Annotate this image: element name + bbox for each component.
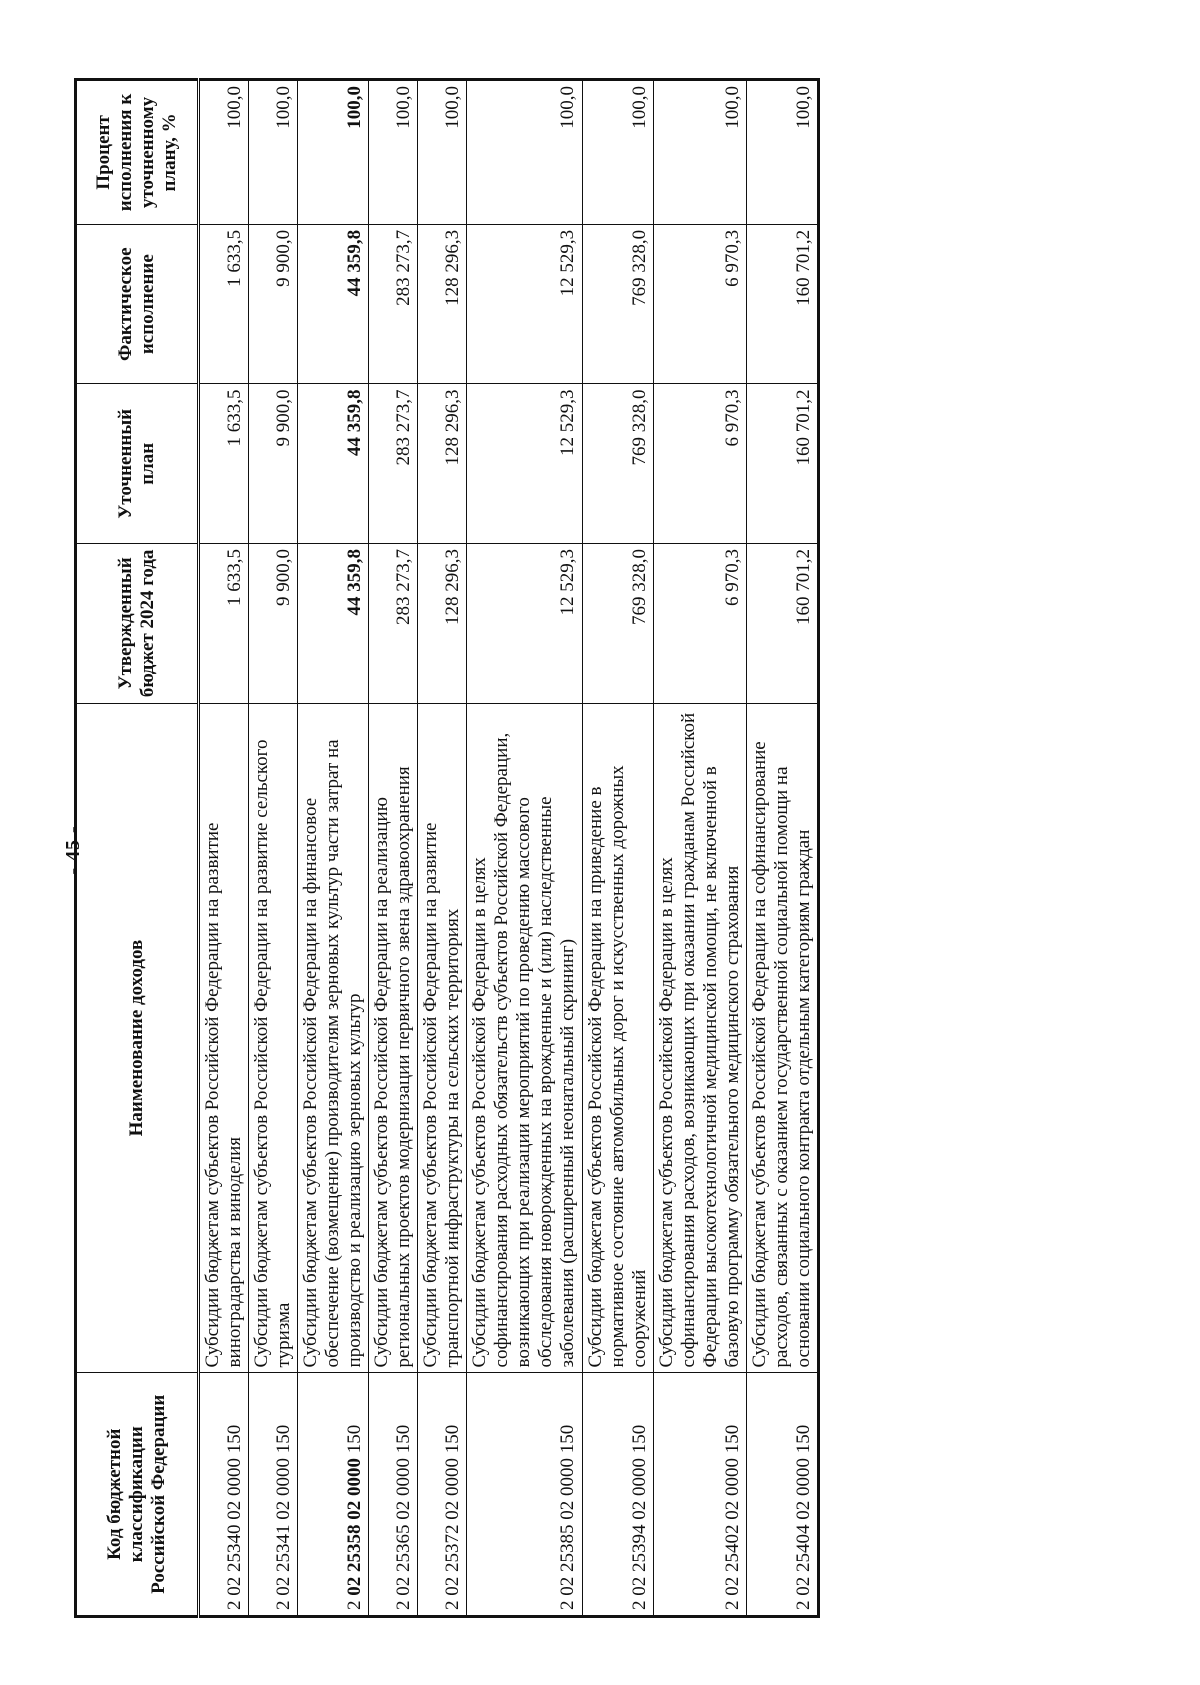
row-actual: 769 328,0 xyxy=(582,224,653,384)
header-name: Наименование доходов xyxy=(76,703,199,1373)
row-plan: 128 296,3 xyxy=(418,384,467,544)
table-header-row xyxy=(76,80,199,1617)
row-actual: 44 359,8 xyxy=(298,224,369,384)
row-plan: 6 970,3 xyxy=(653,384,746,544)
table-row xyxy=(369,80,418,1617)
table-row xyxy=(467,80,582,1617)
row-plan: 9 900,0 xyxy=(249,384,298,544)
row-actual: 9 900,0 xyxy=(249,224,298,384)
row-plan: 1 633,5 xyxy=(199,384,249,544)
row-plan: 12 529,3 xyxy=(467,384,582,544)
row-name: Субсидии бюджетам субъектов Российской Федерации на финансовое обеспечение (возмещение) производителям зерновых культур части затрат на производство и реализацию зерновых культур xyxy=(298,703,369,1373)
row-approved: 9 900,0 xyxy=(249,544,298,704)
code-prefix: 2 xyxy=(344,1595,366,1610)
row-percent: 100,0 xyxy=(467,80,582,225)
row-percent: 100,0 xyxy=(582,80,653,225)
row-plan: 769 328,0 xyxy=(582,384,653,544)
table-row xyxy=(199,80,249,1617)
row-actual: 160 701,2 xyxy=(746,224,818,384)
row-code: 2 02 25394 02 0000 150 xyxy=(582,1373,653,1617)
row-name: Субсидии бюджетам субъектов Российской Федерации на развитие сельского туризма xyxy=(249,703,298,1373)
row-approved: 6 970,3 xyxy=(653,544,746,704)
row-percent: 100,0 xyxy=(249,80,298,225)
row-actual: 12 529,3 xyxy=(467,224,582,384)
page-number: - 45 - xyxy=(62,825,84,875)
row-name: Субсидии бюджетам субъектов Российской Федерации на реализацию региональных проектов модернизации первичного звена здравоохранения xyxy=(369,703,418,1373)
table-row xyxy=(653,80,746,1617)
row-approved: 128 296,3 xyxy=(418,544,467,704)
row-name: Субсидии бюджетам субъектов Российской Федерации на развитие транспортной инфраструктуры на сельских территориях xyxy=(418,703,467,1373)
row-code xyxy=(298,1373,369,1617)
row-name: Субсидии бюджетам субъектов Российской Федерации на софинансирование расходов, связанных с оказанием государственной социальной помощи на основании социального контракта отдельным категориям граждан xyxy=(746,703,818,1373)
header-approved: Утвержденный бюджет 2024 года xyxy=(76,544,199,704)
code-bold-part: 02 25358 02 0000 xyxy=(344,1458,366,1596)
row-plan: 160 701,2 xyxy=(746,384,818,544)
row-actual: 1 633,5 xyxy=(199,224,249,384)
header-actual: Фактическое исполнение xyxy=(76,224,199,384)
table-row xyxy=(582,80,653,1617)
row-approved: 12 529,3 xyxy=(467,544,582,704)
row-actual: 128 296,3 xyxy=(418,224,467,384)
header-percent: Процент исполнения к уточненному плану, % xyxy=(76,80,199,225)
row-percent: 100,0 xyxy=(653,80,746,225)
table-row-subtotal xyxy=(298,80,369,1617)
document-page xyxy=(60,70,1170,1630)
row-plan: 44 359,8 xyxy=(298,384,369,544)
header-plan: Уточненный план xyxy=(76,384,199,544)
row-approved: 283 273,7 xyxy=(369,544,418,704)
row-name: Субсидии бюджетам субъектов Российской Федерации в целях софинансирования расходов, возникающих при оказании гражданам Российской Федерации высокотехнологичной медицинской помощи, не включенной в базовую программу обязательного медицинского страхования xyxy=(653,703,746,1373)
row-code: 2 02 25404 02 0000 150 xyxy=(746,1373,818,1617)
row-code: 2 02 25372 02 0000 150 xyxy=(418,1373,467,1617)
code-suffix: 150 xyxy=(344,1424,366,1458)
row-name: Субсидии бюджетам субъектов Российской Федерации в целях софинансирования расходных обязательств субъектов Российской Федерации, возникающих при реализации мероприятий по проведению массового обследования новорожденных на врожденные и (или) наследственные заболевания (расширенный неонатальный скрининг) xyxy=(467,703,582,1373)
row-code: 2 02 25340 02 0000 150 xyxy=(199,1373,249,1617)
row-actual: 6 970,3 xyxy=(653,224,746,384)
revenue-table xyxy=(74,78,820,1618)
row-actual: 283 273,7 xyxy=(369,224,418,384)
row-approved: 769 328,0 xyxy=(582,544,653,704)
row-percent: 100,0 xyxy=(418,80,467,225)
table-row xyxy=(249,80,298,1617)
row-name: Субсидии бюджетам субъектов Российской Федерации на приведение в нормативное состояние автомобильных дорог и искусственных дорожных сооружений xyxy=(582,703,653,1373)
row-approved: 1 633,5 xyxy=(199,544,249,704)
row-percent: 100,0 xyxy=(746,80,818,225)
row-approved: 44 359,8 xyxy=(298,544,369,704)
row-code: 2 02 25385 02 0000 150 xyxy=(467,1373,582,1617)
table-row xyxy=(746,80,818,1617)
row-percent: 100,0 xyxy=(298,80,369,225)
row-code: 2 02 25402 02 0000 150 xyxy=(653,1373,746,1617)
row-approved: 160 701,2 xyxy=(746,544,818,704)
row-code: 2 02 25365 02 0000 150 xyxy=(369,1373,418,1617)
row-percent: 100,0 xyxy=(199,80,249,225)
row-percent: 100,0 xyxy=(369,80,418,225)
header-code: Код бюджетной классификации Российской Федерации xyxy=(76,1373,199,1617)
row-plan: 283 273,7 xyxy=(369,384,418,544)
table-row xyxy=(418,80,467,1617)
row-name: Субсидии бюджетам субъектов Российской Федерации на развитие виноградарства и виноделия xyxy=(199,703,249,1373)
row-code: 2 02 25341 02 0000 150 xyxy=(249,1373,298,1617)
